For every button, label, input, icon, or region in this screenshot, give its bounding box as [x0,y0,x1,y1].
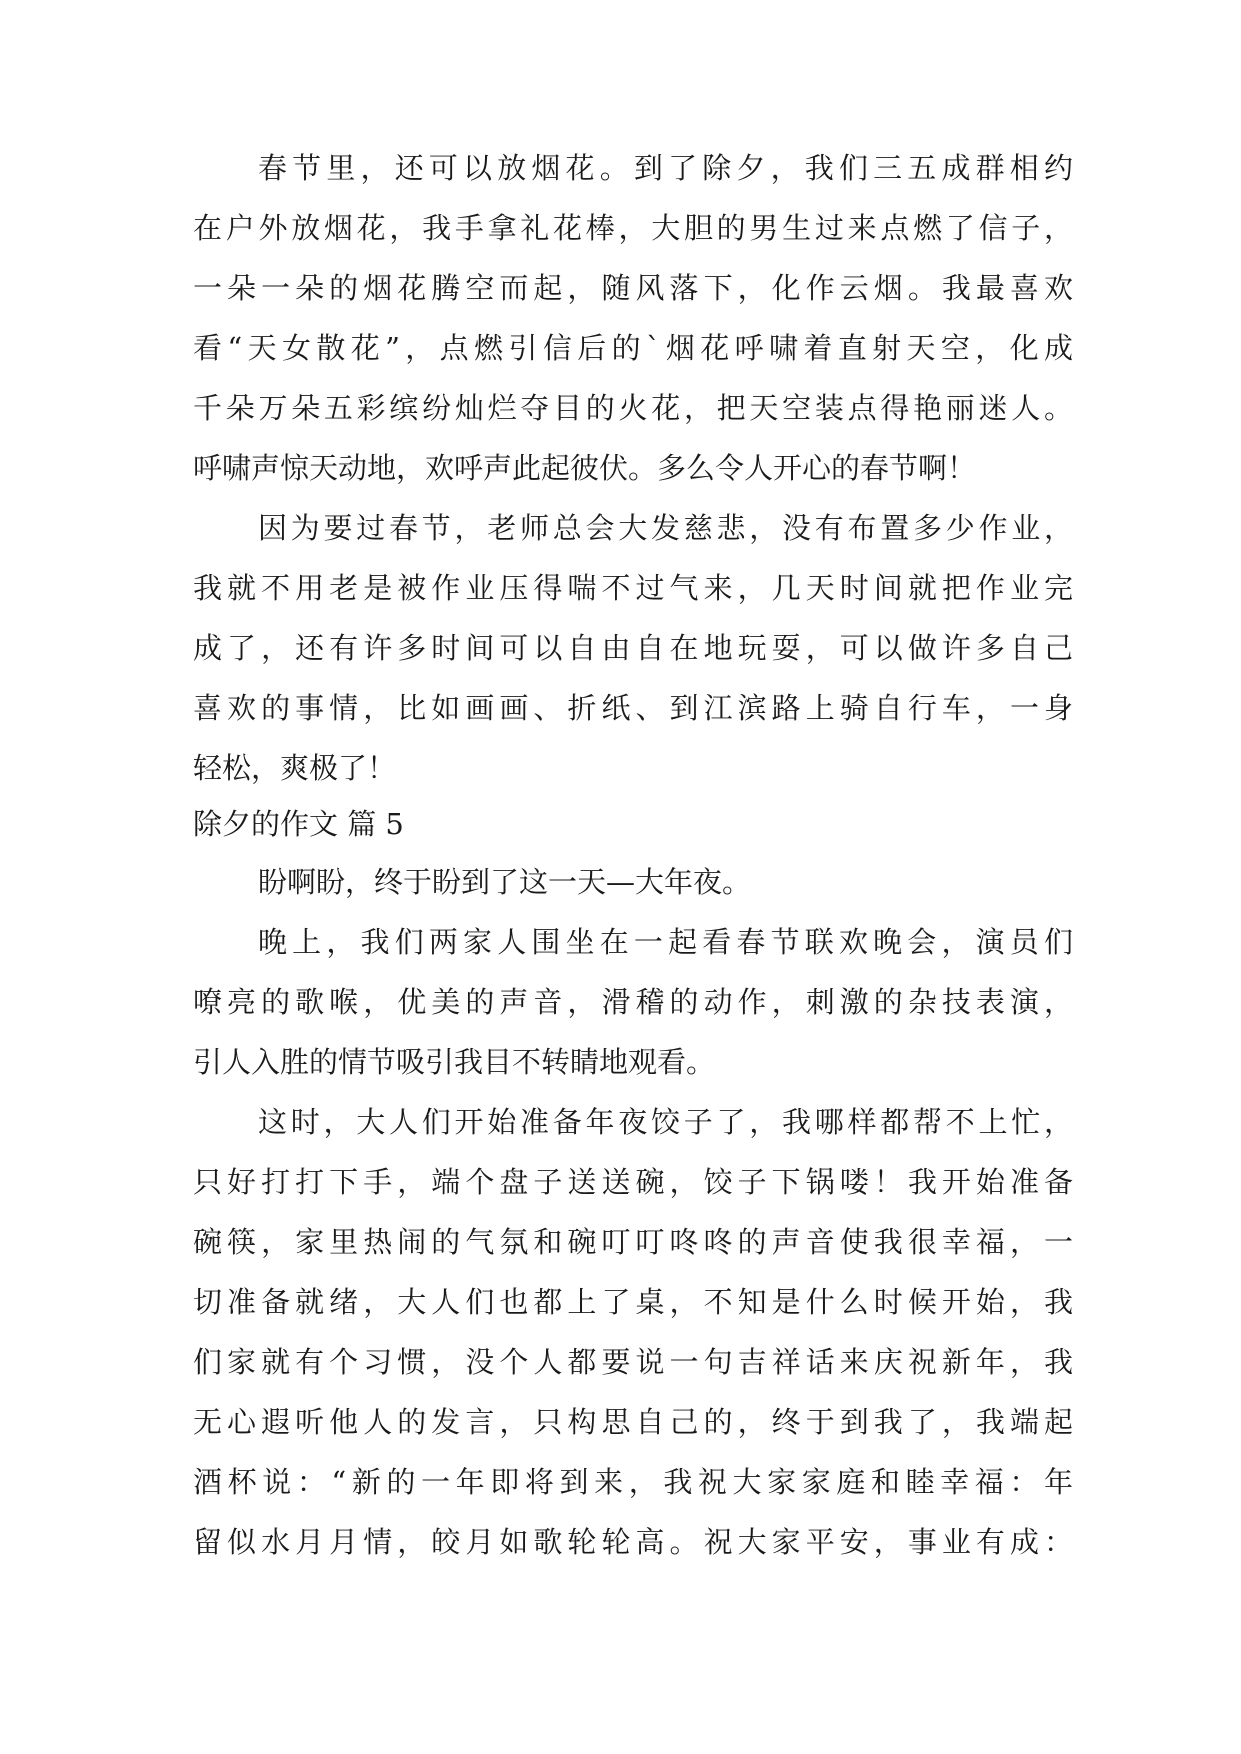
paragraph-4-line-2: 嘹亮的歌喉，优美的声音，滑稽的动作，刺激的杂技表演， [193,985,1073,1019]
paragraph-2-line-2: 我就不用老是被作业压得喘不过气来，几天时间就把作业完 [193,571,1073,605]
paragraph-1-line-6: 呼啸声惊天动地，欢呼声此起彼伏。多么令人开心的春节啊！ [193,451,977,485]
paragraph-2-line-4: 喜欢的事情，比如画画、折纸、到江滨路上骑自行车，一身 [193,691,1073,725]
paragraph-5-line-8: 留似水月月情，皎月如歌轮轮高。祝大家平安，事业有成： [193,1525,1073,1559]
paragraph-5-line-2: 只好打打下手，端个盘子送送碗，饺子下锅喽！我开始准备 [193,1165,1073,1199]
section-heading: 除夕的作文 篇 5 [193,807,404,841]
paragraph-1-line-4: 看“天女散花”，点燃引信后的`烟花呼啸着直射天空，化成 [193,331,1073,365]
paragraph-5-line-1: 这时，大人们开始准备年夜饺子了，我哪样都帮不上忙， [258,1105,1073,1139]
paragraph-4-line-1: 晚上，我们两家人围坐在一起看春节联欢晚会，演员们 [258,925,1073,959]
paragraph-1-line-5: 千朵万朵五彩缤纷灿烂夺目的火花，把天空装点得艳丽迷人。 [193,391,1073,425]
paragraph-3-line-1: 盼啊盼，终于盼到了这一天—大年夜。 [258,865,752,899]
paragraph-5-line-7: 酒杯说：“新的一年即将到来，我祝大家家庭和睦幸福：年 [193,1465,1073,1499]
paragraph-1-line-1: 春节里，还可以放烟花。到了除夕，我们三五成群相约 [258,151,1073,185]
paragraph-5-line-4: 切准备就绪，大人们也都上了桌，不知是什么时候开始，我 [193,1285,1073,1319]
paragraph-2-line-3: 成了，还有许多时间可以自由自在地玩耍，可以做许多自己 [193,631,1073,665]
paragraph-2-line-1: 因为要过春节，老师总会大发慈悲，没有布置多少作业， [258,511,1073,545]
paragraph-5-line-6: 无心遐听他人的发言，只构思自己的，终于到我了，我端起 [193,1405,1073,1439]
paragraph-1-line-2: 在户外放烟花，我手拿礼花棒，大胆的男生过来点燃了信子， [193,211,1073,245]
paragraph-1-line-3: 一朵一朵的烟花腾空而起，随风落下，化作云烟。我最喜欢 [193,271,1073,305]
paragraph-4-line-3: 引人入胜的情节吸引我目不转睛地观看。 [193,1045,716,1079]
paragraph-5-line-3: 碗筷，家里热闹的气氛和碗叮叮咚咚的声音使我很幸福，一 [193,1225,1073,1259]
paragraph-5-line-5: 们家就有个习惯，没个人都要说一句吉祥话来庆祝新年，我 [193,1345,1073,1379]
paragraph-2-line-5: 轻松，爽极了！ [193,751,397,785]
